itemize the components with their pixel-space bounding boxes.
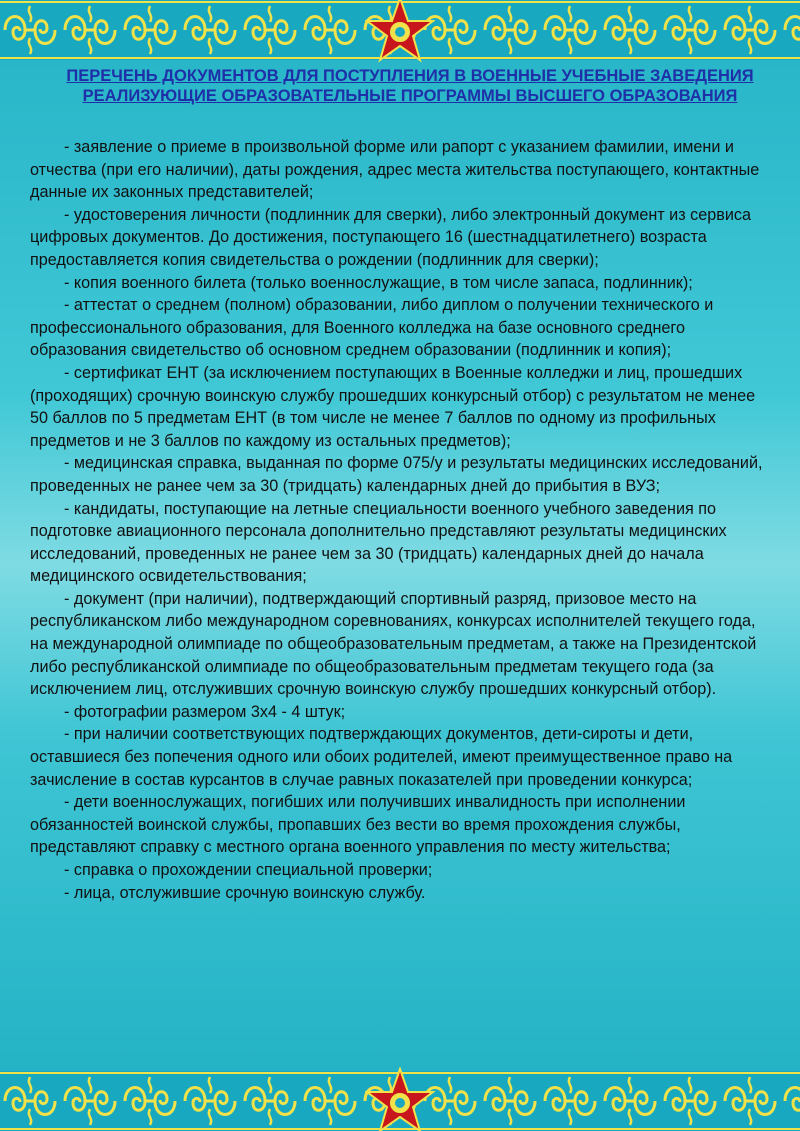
list-item: - при наличии соответствующих подтверждающих документов, дети-сироты и дети, оставшиеся без попечения одного или обоих родителей, имеют преимущественное право на зачисление в состав курсантов в случае равных показателей при проведении конкурса;	[30, 725, 733, 789]
list-item: - медицинская справка, выданная по форме 075/у и результаты медицинских исследований, проведенных не ранее чем за 30 (тридцать) календарных дней до прибытия в ВУЗ;	[30, 454, 763, 495]
star-emblem-icon	[365, 1067, 435, 1131]
list-item: - заявление о приеме в произвольной форме или рапорт с указанием фамилии, имени и отчества (при его наличии), даты рождения, адрес места жительства поступающего, контактные данные их законных представителей;	[30, 138, 760, 202]
list-item: - копия военного билета (только военнослужащие, в том числе запаса, подлинник);	[64, 273, 693, 292]
list-item: - справка о прохождении специальной проверки;	[64, 861, 433, 879]
list-item: - лица, отслужившие срочную воинскую службу.	[64, 883, 426, 902]
list-item: - удостоверения личности (подлинник для сверки), либо электронный документ из сервиса цифровых документов. До достижения, поступающего 16 (шестнадцатилетнего) возраста предоставляется копия свидетельства о рождении (подлинник для сверки);	[30, 205, 751, 269]
star-emblem-icon	[365, 0, 435, 66]
list-item: - кандидаты, поступающие на летные специальности военного учебного заведения по подготовке авиационного персонала дополнительно представляют результаты медицинских исследований, проведенных не ранее чем за 30 (тридцать) календарных дней до начала медицинского освидетельствования;	[30, 499, 727, 586]
list-item: - документ (при наличии), подтверждающий спортивный разряд, призовое место на республиканском либо международном соревнованиях, конкурсах исполнителей текущего года, на международной олимпиаде по общеобразовательным предметам, а также на Президентской либо республиканской олимпиаде по общеобразовательным предметам текущего года (за исключением лиц, отслуживших срочную воинскую службу прошедших конкурсный отбор).	[30, 589, 757, 699]
page-title: ПЕРЕЧЕНЬ ДОКУМЕНТОВ ДЛЯ ПОСТУПЛЕНИЯ В ВОЕННЫЕ УЧЕБНЫЕ ЗАВЕДЕНИЯ РЕАЛИЗУЮЩИЕ ОБРАЗОВАТЕЛЬНЫЕ ПРОГРАММЫ ВЫСШЕГО ОБРАЗОВАНИЯ	[66, 67, 754, 105]
list-item: - фотографии размером 3х4 - 4 штук;	[64, 702, 346, 721]
list-item: - аттестат о среднем (полном) образовании, либо диплом о получении технического и профессионального образования, для Военного колледжа на базе основного среднего образования свидетельство об основном среднем образовании (подлинник и копия);	[30, 296, 714, 360]
list-item: - сертификат ЕНТ (за исключением поступающих в Военные колледжи и лиц, прошедших (проходящих) срочную воинскую службу прошедших конкурсный отбор) с результатом не менее 50 баллов по 5 предметам ЕНТ (в том числе не менее 7 баллов по одному из профильных предметов и не 3 баллов по каждому из остальных предметов);	[30, 363, 756, 450]
document-list	[30, 136, 775, 904]
list-item: - дети военнослужащих, погибших или получивших инвалидность при исполнении обязанностей воинской службы, пропавших без вести во время прохождения службы, представляют справку с местного органа военного управления по месту жительства;	[30, 793, 686, 857]
